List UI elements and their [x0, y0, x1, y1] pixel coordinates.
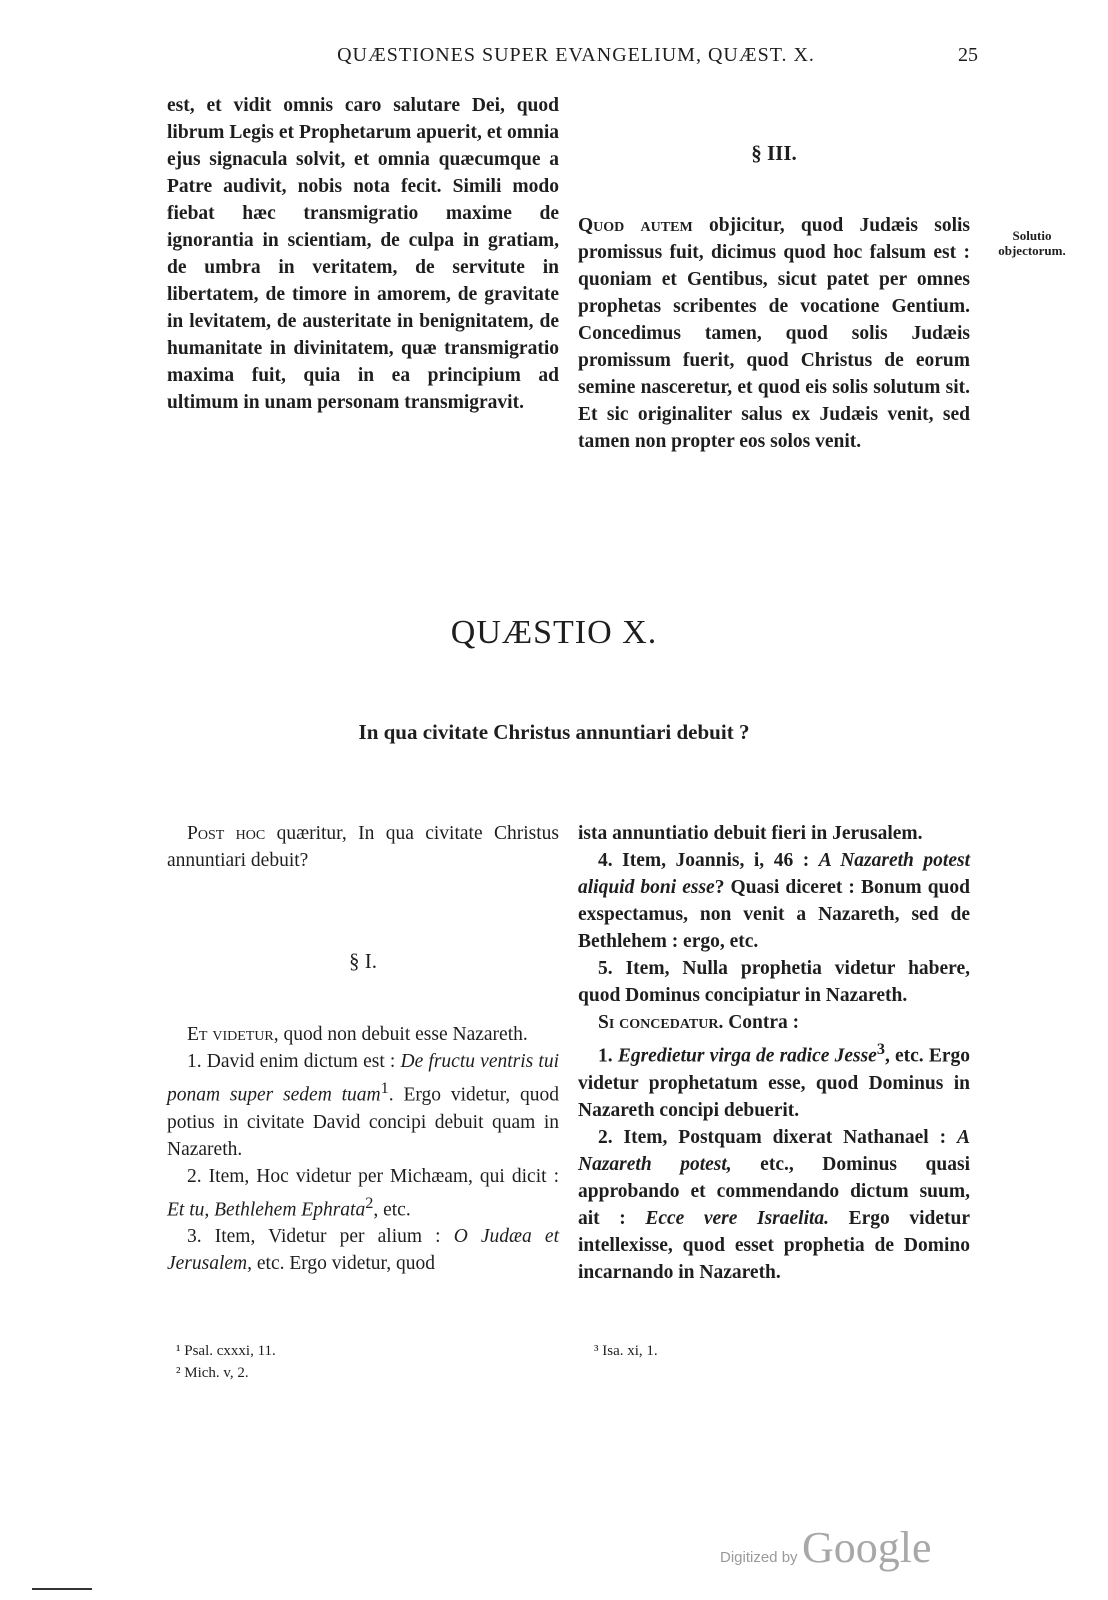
- section-mark-i: § I.: [349, 949, 377, 973]
- argument-text: 2. Item, Hoc videtur per Michæam, qui dicit :: [187, 1165, 559, 1187]
- page-number: 25: [958, 44, 978, 66]
- footnote-ref: 1: [380, 1079, 389, 1097]
- argument-text: etc., Dominus quasi approbando et commendando dictum suum, ait :: [578, 1153, 970, 1229]
- lead-words: Si concedatur.: [598, 1012, 724, 1033]
- top-left-column: [167, 92, 559, 416]
- argument-5: 5. Item, Nulla prophetia videtur habere, quod Dominus concipiatur in Nazareth.: [578, 958, 970, 1006]
- lower-left-column: [167, 820, 559, 1277]
- argument-1: [167, 1048, 559, 1163]
- quotation: O Judæa et Jerusalem,: [167, 1226, 559, 1274]
- footnote-ref: 2: [365, 1193, 374, 1212]
- argument-text: 3. Item, Videtur per alium :: [187, 1226, 454, 1247]
- argument-text: . Ergo videtur, quod potius in civitate David concipi debuit quam in Nazareth.: [167, 1084, 559, 1160]
- argument-text: 1. David enim dictum est :: [187, 1051, 401, 1072]
- watermark-prefix: Digitized by: [720, 1549, 798, 1566]
- contra-heading: [578, 1009, 970, 1036]
- lead-words: Post hoc: [187, 823, 266, 844]
- google-logo: Google: [802, 1523, 932, 1572]
- argument-2: [167, 1163, 559, 1224]
- question-subtitle: In qua civitate Christus annuntiari debuit ?: [358, 720, 750, 744]
- quotation: A Nazareth potest aliquid boni esse: [578, 850, 971, 898]
- footnote-2: ² Mich. v, 2.: [176, 1365, 249, 1381]
- lead-words: Quod autem: [578, 215, 693, 236]
- quotation: De fructu ventris tui ponam super sedem tuam: [167, 1051, 559, 1106]
- argument-3: [167, 1223, 559, 1277]
- footnotes-left: [176, 1340, 276, 1384]
- videtur-paragraph: [167, 1021, 559, 1048]
- intro-text: quæritur, In qua civitate Christus annuntiari debuit?: [167, 823, 559, 871]
- argument-text: , etc.: [373, 1199, 411, 1220]
- contra-text: Contra :: [723, 1012, 800, 1033]
- argument-text: etc. Ergo videtur, quod: [252, 1253, 436, 1274]
- videtur-text: quod non debuit esse Nazareth.: [283, 1024, 528, 1045]
- section-mark-iii: § III.: [751, 141, 797, 165]
- argument-text: , etc. Ergo videtur prophetatum esse, quod Dominus in Nazareth concipi debuerit.: [578, 1045, 971, 1121]
- margin-note: Solutio objectorum.: [998, 228, 1066, 258]
- digitized-watermark: [720, 1522, 932, 1573]
- footnote-ref: 3: [876, 1040, 885, 1058]
- footnote-3: ³ Isa. xi, 1.: [594, 1343, 658, 1359]
- solutio-text: objicitur, quod Judæis solis promissus fuit, dicimus quod hoc falsum est : quoniam et Gentibus, sicut patet per omnes prophetas scribentes de vocatione Gentium. Concedimus tamen, quod solis Judæis promissum fuerit, quod Christus de eorum semine nasceretur, et quod eis solis solutum sit. Et sic originaliter salus ex Judæis venit, sed tamen non propter eos solos venit.: [578, 215, 971, 452]
- continued-paragraph: ista annuntiatio debuit fieri in Jerusalem.: [578, 823, 923, 844]
- quotation: A Nazareth potest,: [578, 1126, 970, 1175]
- argument-text: 4. Item, Joannis, i, 46 :: [598, 850, 819, 871]
- quotation: Ecce vere Israelita.: [645, 1207, 830, 1229]
- argument-text: 2. Item, Postquam dixerat Nathanael :: [598, 1126, 957, 1148]
- quotation: Et tu, Bethlehem Ephrata: [167, 1199, 366, 1220]
- footnote-1: ¹ Psal. cxxxi, 11.: [176, 1343, 276, 1359]
- contra-argument-2: [578, 1124, 970, 1286]
- top-right-column: [578, 140, 970, 455]
- solutio-paragraph: [578, 212, 970, 455]
- argument-text: Ergo videtur intellexisse, quod esset prophetia de Domino incarnando in Nazareth.: [578, 1207, 971, 1283]
- lead-words: Et videtur,: [187, 1024, 279, 1045]
- argument-text: ? Quasi diceret : Bonum quod exspectamus, non venit a Nazareth, sed de Bethlehem : ergo, etc.: [578, 877, 970, 952]
- running-title: QUÆSTIONES SUPER EVANGELIUM, QUÆST. X.: [337, 44, 815, 66]
- argument-4: [578, 847, 970, 955]
- quotation: Egredietur virga de radice Jesse: [617, 1045, 877, 1067]
- lower-right-column: [578, 820, 970, 1286]
- continued-paragraph: est, et vidit omnis caro salutare Dei, quod librum Legis et Prophetarum apuerit, et omnia ejus signacula solvit, et omnia quæcumque a Patre audivit, nobis nota fecit. Simili modo fiebat hæc transmigratio maxime de ignorantia in scientiam, de culpa in gratiam, de umbra in veritatem, de servitute in libertatem, de timore in amorem, de gravitate in levitatem, de austeritate in benignitatem, de humanitate in divinitatem, quæ transmigratio maxima fuit, quia in ea principium ad ultimum in unam personam transmigravit.: [167, 95, 559, 413]
- argument-text: 1.: [598, 1045, 618, 1067]
- footnotes-right: [594, 1340, 658, 1362]
- question-title: QUÆSTIO X.: [450, 614, 658, 651]
- bottom-rule: [32, 1588, 92, 1590]
- intro-paragraph: [167, 820, 559, 874]
- contra-argument-1: [578, 1036, 970, 1124]
